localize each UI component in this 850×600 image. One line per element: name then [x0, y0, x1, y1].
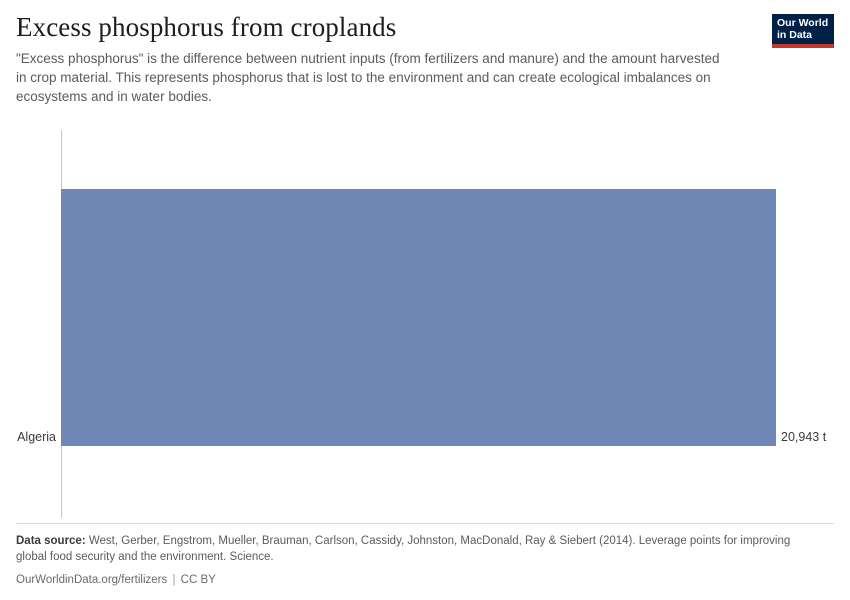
bar-category-label: Algeria [17, 430, 56, 444]
bar-algeria[interactable] [61, 189, 776, 446]
data-source-text: West, Gerber, Engstrom, Mueller, Brauman, Carlson, Cassidy, Johnston, MacDonald, Ray & Siebert (2014). Leverage points for improving global food security and the environment. Science. [16, 534, 791, 564]
footer-separator: | [172, 574, 176, 586]
logo-line-1: Our World [777, 17, 829, 29]
chart-subtitle: "Excess phosphorus" is the difference between nutrient inputs (from fertilizers and manure) and the amount harvested in crop material. This represents phosphorus that is lost to the environment and can create ecological imbalances on ecosystems and in water bodies. [16, 51, 720, 105]
page-title: Excess phosphorus from croplands [16, 12, 397, 42]
bar-value-label: 20,943 t [781, 430, 827, 444]
chart-header [16, 12, 834, 106]
site-link[interactable]: OurWorldinData.org/fertilizers [16, 574, 168, 586]
our-world-in-data-logo[interactable] [772, 14, 834, 48]
footer-links [16, 574, 834, 586]
chart-footer [16, 523, 834, 586]
license-link[interactable]: CC BY [180, 574, 216, 586]
chart-plot-area [0, 118, 850, 518]
data-source-label: Data source: [16, 534, 86, 547]
logo-line-2: in Data [777, 29, 813, 42]
data-source [16, 533, 791, 566]
bar-row [0, 118, 850, 518]
